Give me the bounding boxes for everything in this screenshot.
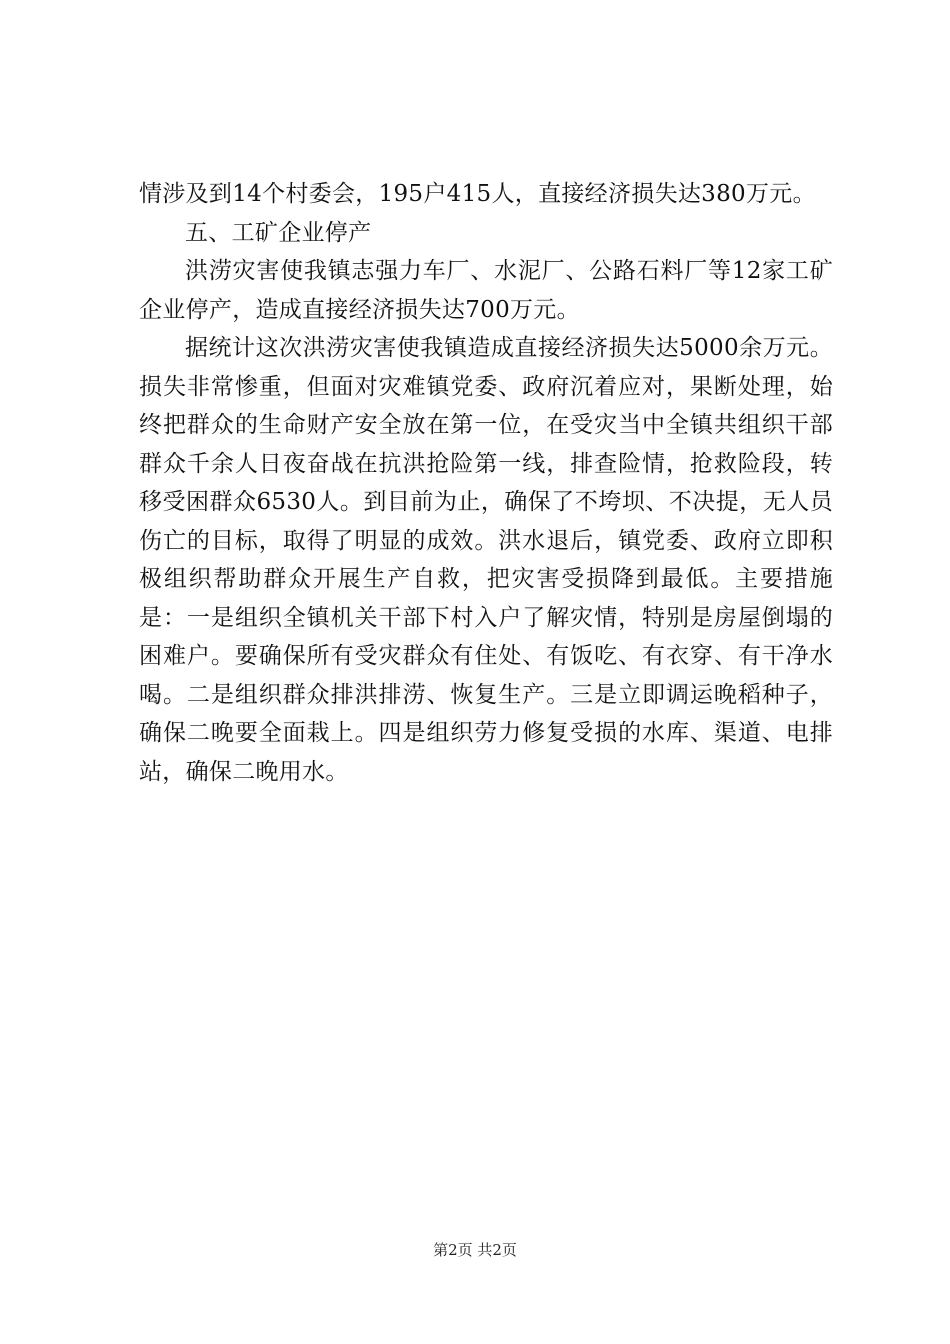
section-heading: 五、工矿企业停产 [185, 219, 372, 246]
paragraph: 据统计这次洪涝灾害使我镇造成直接经济损失达5000余万元。损失非常惨重，但面对灾难镇党委、政府沉着应对，果断处理，始终把群众的生命财产安全放在第一位，在受灾当中全镇共组织干部群众千余人日夜奋战在抗洪抢险第一线，排查险情，抢救险段，转移受困群众6530人。到目前为止，确保了不垮坝、不决提，无人员伤亡的目标，取得了明显的成效。洪水退后，镇党委、政府立即积极组织帮助群众开展生产自救，把灾害受损降到最低。主要措施是：一是组织全镇机关干部下村入户了解灾情，特别是房屋倒塌的困难户。要确保所有受灾群众有住处、有饭吃、有衣穿、有干净水喝。二是组织群众排洪排涝、恢复生产。三是立即调运晚稻种子，确保二晚要全面栽上。四是组织劳力修复受损的水库、渠道、电排站，确保二晚用水。 [139, 335, 833, 785]
paragraph: 洪涝灾害使我镇志强力车厂、水泥厂、公路石料厂等12家工矿企业停产，造成直接经济损失达700万元。 [139, 258, 833, 323]
document-body [139, 175, 833, 791]
paragraph-continuation: 情涉及到14个村委会，195户415人，直接经济损失达380万元。 [139, 181, 816, 207]
page-footer: 第2页 共2页 [433, 1241, 517, 1259]
